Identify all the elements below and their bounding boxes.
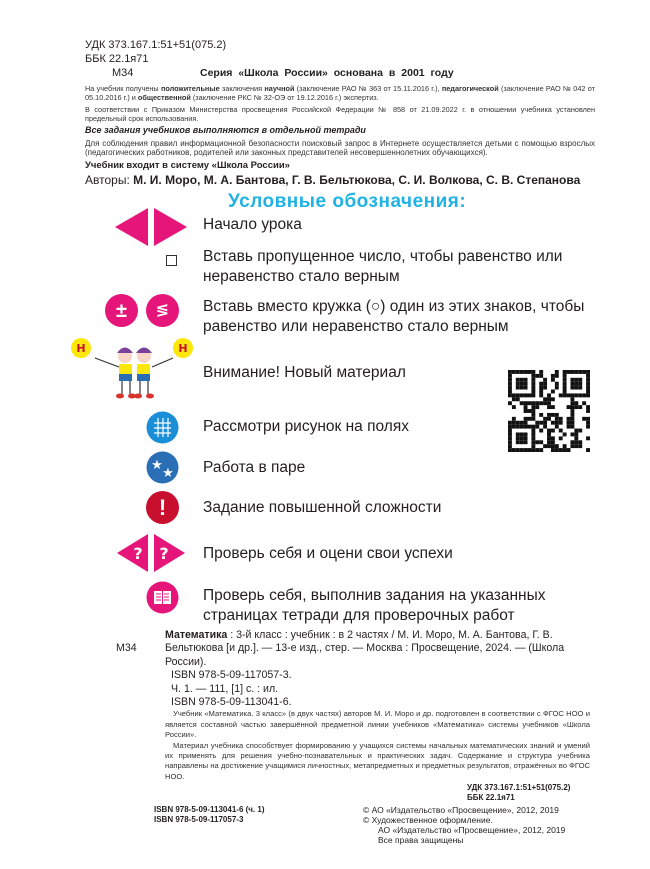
legend-row-self-check [0,544,605,586]
svg-text:?: ? [133,544,143,563]
udk-code: УДК 373.167.1:51+51(075.2) [85,39,227,51]
qr-code[interactable] [508,370,590,452]
expertise-note: На учебник получены положительные заключения научной (заключение РАО № 363 от 15.11.2016 г.), педагогической (заключение РАО № 042 от 05.10.2016 г.) и общественной (заключение РКС № 32-ОЭ от 19.12.2016 г.) экспертиз. [85,84,595,102]
svg-text:Н: Н [178,342,188,355]
question-arrows-icon [115,534,187,572]
book-icon [146,581,179,614]
stars-icon [146,451,179,484]
copyright-2: © Художественное оформление. [363,815,493,826]
bbk-code: ББК 22.1я71 [85,53,149,65]
authors [85,172,595,188]
copyright-1: © АО «Издательство «Просвещение», 2012, 2019 [363,805,559,816]
empty-box-icon [166,255,177,266]
copyright-block [363,805,565,845]
bib-bbk: ББК 22.1я71 [467,793,515,803]
svg-text:Н: Н [76,342,86,355]
legend-row-workbook-check [0,586,605,626]
bib-bottom [0,805,650,845]
bibliography [0,629,650,845]
copyright-3: АО «Издательство «Просвещение», 2012, 2019 [378,825,566,836]
legend-row-missing-number [0,247,605,297]
authors-label: Авторы: [85,173,130,187]
bib-udk: УДК 373.167.1:51+51(075.2) [467,783,571,793]
legend-row-hard-task [0,494,605,544]
bib-code: М34 [116,642,137,654]
author-mark: М34 [112,67,134,79]
bib-isbn-part: ISBN 978-5-09-113041-6. [171,696,292,709]
legend-text-picture: Рассмотри рисунок на полях [203,418,409,435]
legend-text-self-check: Проверь себя и оцени свои успехи [203,545,453,562]
series-title: Серия «Школа России» основана в 2001 году [200,67,454,79]
order-note: В соответствии с Приказом Министерства просвещения Российской Федерации № 858 от 21.09.2022 г. в отношении учебника установлен предельный срок использования. [85,105,595,123]
isbn-set: ISBN 978-5-09-117057-3 [154,815,244,825]
plus-minus-icon: ± [105,294,138,327]
isbn-part-1: ISBN 978-5-09-113041-6 (ч. 1) [154,805,265,815]
legend-text-lesson-start: Начало урока [203,216,302,233]
bib-isbn-set: ISBN 978-5-09-117057-3. [171,669,292,682]
bib-para-1: Учебник «Математика. 3 класс» (в двух частях) авторов М. И. Моро и др. подготовлен в соответствии с ФГОС НОО и является составной частью завершённой предметной линии учебников «Математика» системы учебников «Школа России». [165,709,590,740]
grid-icon [146,411,179,444]
exclamation-icon: ! [146,491,179,524]
workbook-note: Все задания учебников выполняются в отдельной тетради [85,125,366,135]
imprint-header [85,0,595,188]
bib-pages: Ч. 1. — 111, [1] с. : ил. [171,682,279,695]
safety-note: Для соблюдения правил информационной безопасности поисковый запрос в Интернете осуществляется детьми с помощью взрослых (педагогических работников, родителей или законных представителей несовершеннолетних обучающихся). [85,139,595,157]
svg-text:?: ? [159,544,169,563]
bib-record-row [0,629,650,669]
series-row [85,66,595,80]
kids-new-material-icon [70,336,195,401]
authors-list: М. И. Моро, М. А. Бантова, Г. В. Бельтюкова, С. И. Волкова, С. В. Степанова [133,173,581,187]
bib-record: Математика : 3-й класс : учебник : в 2 частях / М. И. Моро, М. А. Бантова, Г. В. Бельтюкова [и др.]. — 13-е изд., стер. — Москва : Просвещение, 2024. — (Школа России). [165,629,565,668]
svg-text:★: ★ [162,465,174,480]
isbn-block [0,805,363,845]
system-note: Учебник входит в систему «Школа России» [85,160,290,171]
legend-text-missing-number: Вставь пропущенное число, чтобы равенство или неравенство стало верным [203,248,563,285]
legend-row-lesson-start [0,215,605,247]
legend-text-new-material: Внимание! Новый материал [203,364,406,381]
legend-row-pair-work [0,458,605,498]
legend-text-workbook-check: Проверь себя, выполнив задания на указанных страницах тетради для проверочных работ [203,587,546,624]
svg-text:★: ★ [151,457,163,472]
legend-text-hard-task: Задание повышенной сложности [203,499,442,516]
lesson-start-icon [113,208,189,246]
legend-text-pair-work: Работа в паре [203,459,306,476]
legend-text-insert-sign: Вставь вместо кружка (○) один из этих знаков, чтобы равенство или неравенство стало верным [203,298,585,335]
compare-signs-icon: ≶ [146,294,179,327]
rights-reserved: Все права защищены [378,835,464,846]
legend-title: Условные обозначения: [228,191,467,212]
bib-para-2: Материал учебника способствует формированию у учащихся системы начальных математических знаний и умений их применять для решения учебно-познавательных и практических задач. Содержание и структура учебника направлены на достижение учащимися личностных, метапредметных и предметных результатов, отражённых во ФГОС НОО. [165,740,590,781]
